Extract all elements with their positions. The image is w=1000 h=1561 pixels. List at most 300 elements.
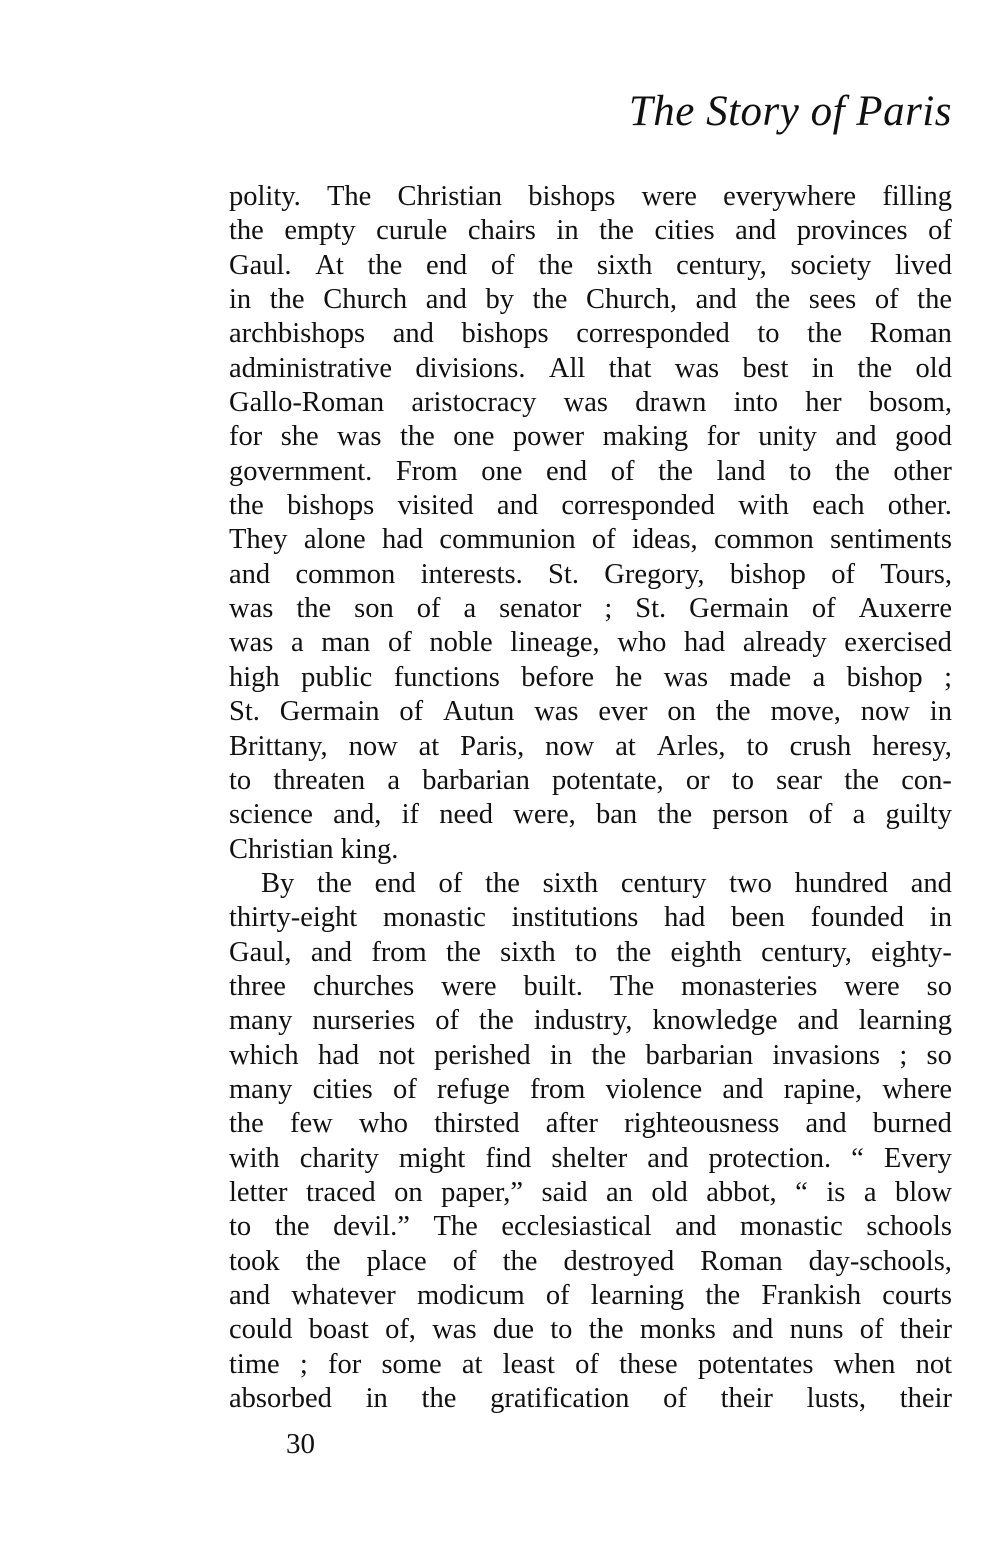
word: the	[446, 936, 481, 968]
text-line	[229, 1279, 952, 1313]
word: and	[910, 867, 952, 899]
word: to	[746, 730, 769, 762]
word: their	[899, 1383, 952, 1415]
word: Church	[323, 284, 408, 316]
word: and	[392, 318, 434, 350]
word: ;	[604, 593, 613, 625]
word: had	[664, 902, 706, 934]
word: is	[826, 1176, 846, 1208]
word: to	[789, 455, 812, 487]
word: who	[358, 1108, 408, 1140]
word: Gaul.	[229, 249, 292, 281]
word: con-	[901, 764, 952, 796]
word: protection.	[708, 1142, 832, 1174]
word: lusts,	[806, 1383, 866, 1415]
word: devil.”	[333, 1211, 410, 1243]
word: of	[399, 696, 424, 728]
word: sixth	[500, 936, 556, 968]
word: so	[926, 1039, 952, 1071]
word: now	[860, 696, 910, 728]
word: and	[229, 1280, 271, 1311]
word: the	[478, 1005, 514, 1037]
word: end	[426, 249, 468, 281]
word: the	[305, 1245, 341, 1277]
word: before	[521, 661, 594, 693]
text-line	[229, 901, 952, 935]
word: corresponded	[561, 490, 715, 522]
word: took	[229, 1245, 280, 1277]
word: the	[367, 249, 403, 281]
word: had	[684, 627, 726, 659]
word: lived	[894, 249, 952, 281]
word: science	[229, 799, 313, 831]
word: ideas,	[631, 524, 698, 556]
word: could	[229, 1314, 293, 1346]
word: already	[742, 627, 827, 659]
text-line	[229, 352, 952, 386]
word: and	[797, 1005, 839, 1037]
word: were,	[513, 799, 576, 831]
text-line	[229, 1073, 952, 1107]
text-line	[229, 592, 952, 626]
word: common	[295, 558, 396, 590]
word: guilty	[885, 799, 952, 831]
word: when	[833, 1348, 896, 1380]
word: bishops	[461, 318, 549, 350]
word: place	[366, 1245, 427, 1277]
word: sixth	[542, 867, 599, 899]
word: polity.	[229, 181, 301, 212]
word: the	[502, 1245, 538, 1277]
word: alone	[303, 524, 366, 556]
word: St.	[635, 593, 667, 625]
text-line	[229, 1176, 952, 1210]
word: Every	[883, 1142, 952, 1174]
word: of	[808, 799, 833, 831]
word: for	[229, 421, 263, 453]
word: was	[663, 661, 709, 693]
word: of	[811, 593, 836, 625]
word: the	[599, 215, 634, 247]
word: Tours,	[880, 558, 952, 590]
word: communion	[439, 524, 576, 556]
text-line	[229, 1382, 952, 1416]
word: modicum	[416, 1280, 525, 1311]
word: the	[269, 284, 305, 316]
word: of	[435, 1005, 459, 1037]
word: founded	[810, 902, 905, 934]
word: bishops	[287, 490, 375, 522]
word: hundred	[794, 867, 888, 899]
word: visited	[397, 490, 474, 522]
word: interests.	[420, 558, 523, 590]
text-line	[229, 1245, 952, 1279]
word: for	[706, 421, 740, 453]
word: to	[229, 1211, 252, 1243]
text-line	[229, 1107, 952, 1141]
word: she	[280, 421, 319, 453]
word: divisions.	[415, 352, 526, 384]
word: churches	[312, 970, 415, 1002]
word: of	[392, 1073, 417, 1105]
word: of	[545, 1280, 570, 1311]
word: violence	[605, 1073, 703, 1105]
word: and	[735, 215, 777, 247]
page-number: 30	[286, 1428, 315, 1460]
word: had	[381, 524, 424, 556]
word: to	[550, 1314, 573, 1346]
word: The	[433, 1211, 478, 1243]
word: at	[615, 730, 636, 762]
word: nuns	[789, 1314, 844, 1346]
word: sees	[808, 284, 857, 316]
word: aristocracy	[411, 387, 537, 419]
word: the	[229, 490, 264, 522]
text-line: Christian king.	[229, 833, 399, 865]
word: the	[538, 249, 574, 281]
word: at	[461, 1348, 483, 1380]
word: Germain	[279, 696, 380, 728]
word: was	[337, 421, 382, 453]
word: bishop	[846, 661, 923, 693]
word: power	[512, 421, 585, 453]
word: and	[229, 558, 271, 590]
word: Arles,	[656, 730, 726, 762]
word: one	[481, 455, 523, 487]
word: century	[620, 867, 707, 899]
word: and	[805, 1108, 847, 1140]
word: were	[441, 970, 497, 1002]
word: to	[574, 936, 598, 968]
word: end	[374, 867, 416, 899]
word: had	[317, 1039, 360, 1071]
word: in	[929, 902, 952, 934]
word: thirsted	[434, 1108, 520, 1140]
word: absorbed	[229, 1383, 332, 1415]
word: and,	[333, 799, 382, 831]
word: in	[556, 215, 579, 247]
word: the	[317, 867, 352, 899]
word: a	[852, 799, 866, 831]
text-line	[229, 1313, 952, 1347]
word: land	[716, 455, 766, 487]
word: in	[229, 284, 252, 316]
word: thirty-eight	[229, 902, 358, 934]
word: on	[667, 696, 696, 728]
word: an	[605, 1176, 633, 1208]
word: move,	[770, 696, 841, 728]
word: lineage,	[510, 627, 600, 659]
word: At	[315, 249, 344, 281]
text-line	[229, 626, 952, 660]
word: other	[893, 455, 952, 487]
word: some	[381, 1348, 442, 1380]
word: two	[729, 867, 772, 899]
word: not	[378, 1039, 415, 1071]
word: high	[229, 661, 280, 693]
word: learning	[858, 1005, 952, 1037]
word: of	[591, 524, 616, 556]
word: cities	[312, 1073, 373, 1105]
word: Auxerre	[858, 593, 952, 625]
word: was	[229, 593, 274, 625]
word: not	[915, 1348, 952, 1380]
word: St.	[229, 696, 260, 728]
text-line	[229, 214, 952, 248]
word: built.	[523, 970, 583, 1002]
word: after	[545, 1108, 598, 1140]
text-line	[229, 798, 952, 832]
word: sixth	[596, 249, 653, 281]
word: cities	[654, 215, 715, 247]
word: monastic	[739, 1211, 843, 1243]
word: her	[805, 387, 842, 419]
word: old	[651, 1176, 688, 1208]
word: the	[588, 1314, 624, 1346]
word: righteousness	[624, 1108, 780, 1140]
word: been	[731, 902, 785, 934]
word: one	[453, 421, 495, 453]
word: at	[418, 730, 440, 762]
word: schools	[866, 1211, 952, 1243]
text-line	[229, 523, 952, 557]
word: and	[425, 284, 467, 316]
word: of	[610, 455, 635, 487]
word: barbarian	[422, 764, 530, 796]
word: old	[915, 352, 952, 384]
word: Roman	[700, 1245, 783, 1277]
word: the	[917, 284, 952, 316]
word: paper,”	[441, 1176, 524, 1208]
text-line	[229, 970, 952, 1004]
word: St.	[548, 558, 579, 590]
word: and	[647, 1142, 689, 1174]
word: Gaul,	[229, 936, 292, 968]
text-line	[229, 420, 952, 454]
word: barbarian	[645, 1039, 754, 1071]
body-text	[229, 180, 952, 1416]
word: and	[722, 1073, 764, 1105]
word: invasions	[772, 1039, 881, 1071]
word: these	[619, 1348, 678, 1380]
word: letter	[229, 1176, 288, 1208]
word: courts	[882, 1280, 952, 1311]
word: Germain	[689, 593, 789, 625]
word: best	[742, 352, 789, 384]
word: Paris,	[460, 730, 525, 762]
word: From	[395, 455, 458, 487]
word: ;	[299, 1348, 308, 1380]
word: of	[452, 1245, 477, 1277]
word: were	[844, 970, 900, 1002]
word: was	[563, 387, 608, 419]
word: sentiments	[830, 524, 952, 556]
word: the	[532, 284, 568, 316]
word: destroyed	[563, 1245, 675, 1277]
word: a	[463, 593, 477, 625]
word: the	[755, 284, 791, 316]
word: All	[548, 352, 586, 384]
text-line	[229, 867, 952, 901]
word: by	[485, 284, 514, 316]
word: he	[615, 661, 643, 693]
word: the	[844, 764, 880, 796]
word: each	[812, 490, 865, 522]
word: Brittany,	[229, 730, 328, 762]
word: for	[328, 1348, 362, 1380]
word: public	[301, 661, 373, 693]
word: monasteries	[681, 970, 818, 1002]
word: might	[398, 1142, 466, 1174]
word: Gregory,	[604, 558, 705, 590]
word: institutions	[511, 902, 639, 934]
word: abbot,	[706, 1176, 777, 1208]
word: with	[229, 1142, 280, 1174]
word: the	[705, 1280, 741, 1311]
word: person	[712, 799, 789, 831]
text-line	[229, 558, 952, 592]
word: to	[757, 318, 780, 350]
text-line	[229, 764, 952, 798]
word: everywhere	[723, 181, 857, 212]
word: of	[416, 593, 441, 625]
word: a	[290, 627, 304, 659]
word: time	[229, 1348, 280, 1380]
word: now	[348, 730, 398, 762]
word: to	[731, 764, 754, 796]
word: By	[261, 867, 295, 899]
word: the	[715, 696, 751, 728]
word: the	[274, 1211, 310, 1243]
word: good	[894, 421, 952, 453]
word: traced	[306, 1176, 376, 1208]
word: ;	[944, 661, 952, 693]
word: now	[545, 730, 595, 762]
word: due	[492, 1314, 534, 1346]
word: century,	[676, 249, 767, 281]
word: exercised	[844, 627, 952, 659]
word: nurseries	[312, 1005, 416, 1037]
text-line	[229, 180, 952, 214]
word: Church,	[585, 284, 677, 316]
word: perished	[434, 1039, 531, 1071]
word: was	[229, 627, 274, 659]
word: boast	[308, 1314, 369, 1346]
text-line	[229, 386, 952, 420]
word: the	[616, 936, 652, 968]
word: sear	[776, 764, 823, 796]
word: Frankish	[761, 1280, 862, 1311]
word: of	[387, 627, 412, 659]
word: man	[321, 627, 371, 659]
text-line	[229, 1004, 952, 1038]
text-line	[229, 283, 952, 317]
word: threaten	[273, 764, 366, 796]
word: from	[371, 936, 427, 968]
text-line	[229, 730, 952, 764]
word: learning	[590, 1280, 685, 1311]
word: in	[365, 1383, 388, 1415]
word: of	[874, 284, 899, 316]
word: knowledge	[652, 1005, 778, 1037]
word: of	[438, 867, 463, 899]
word: the	[657, 799, 693, 831]
word: from	[529, 1073, 586, 1105]
word: the	[591, 1039, 627, 1071]
word: that	[608, 352, 652, 384]
word: was	[674, 352, 720, 384]
word: The	[609, 970, 655, 1002]
word: Christian	[397, 181, 503, 212]
word: and	[835, 421, 877, 453]
word: with	[738, 490, 789, 522]
word: the	[296, 593, 332, 625]
text-line	[229, 661, 952, 695]
word: of	[859, 1314, 884, 1346]
word: a	[812, 661, 826, 693]
word: potentates	[697, 1348, 814, 1380]
word: rapine,	[783, 1073, 863, 1105]
word: few	[289, 1108, 333, 1140]
word: Roman	[869, 318, 952, 350]
word: many	[229, 1073, 293, 1105]
text-line	[229, 1210, 952, 1244]
word: century,	[761, 936, 852, 968]
text-line	[229, 489, 952, 523]
word: need	[439, 799, 494, 831]
word: into	[733, 387, 778, 419]
word: which	[229, 1039, 299, 1071]
word: if	[401, 799, 419, 831]
text-line	[229, 936, 952, 970]
word: the	[485, 867, 520, 899]
word: “	[851, 1142, 864, 1174]
word: three	[229, 970, 286, 1002]
text-line	[229, 317, 952, 351]
word: of	[663, 1383, 687, 1415]
word: making	[602, 421, 689, 453]
word: curule	[376, 215, 448, 247]
word: senator	[499, 593, 582, 625]
word: in	[811, 352, 834, 384]
word: was	[432, 1314, 477, 1346]
word: ecclesiastical	[501, 1211, 652, 1243]
word: the	[834, 455, 870, 487]
word: archbishops	[229, 318, 366, 350]
word: ban	[595, 799, 638, 831]
word: blow	[894, 1176, 952, 1208]
word: administrative	[229, 352, 393, 384]
word: shelter	[551, 1142, 628, 1174]
word: end	[545, 455, 588, 487]
word: government.	[229, 455, 373, 487]
word: eighty-	[871, 936, 952, 968]
word: chairs	[467, 215, 536, 247]
word: bishops	[528, 181, 616, 212]
text-line	[229, 1348, 952, 1382]
word: “	[795, 1176, 808, 1208]
word: monastic	[383, 902, 486, 934]
text-line	[229, 1142, 952, 1176]
word: and	[695, 284, 737, 316]
word: bosom,	[868, 387, 952, 419]
word: of	[928, 215, 952, 247]
word: society	[790, 249, 872, 281]
word: in	[929, 696, 952, 728]
word: who	[617, 627, 667, 659]
word: burned	[872, 1108, 952, 1140]
word: the	[229, 215, 264, 247]
